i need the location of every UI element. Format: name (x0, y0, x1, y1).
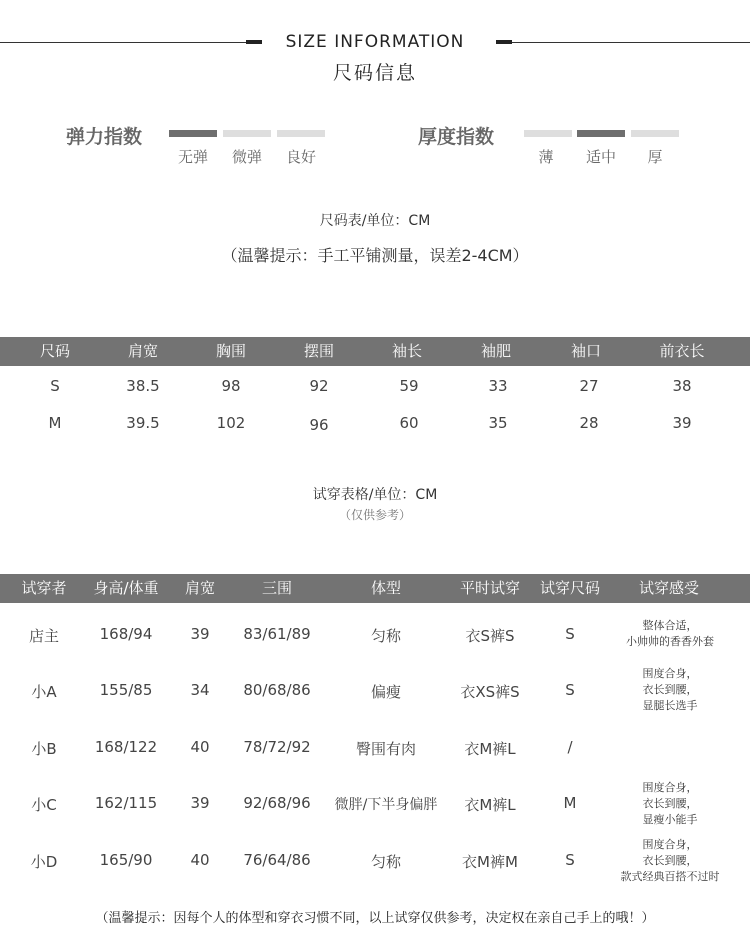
try-row-3-usual-size: 衣M裤L (464, 796, 516, 814)
size-row-s-front-length: 38 (672, 377, 692, 395)
size-row-s-hem: 92 (309, 377, 329, 395)
size-header-front-length: 前衣长 (659, 342, 705, 360)
try-row-2-usual-size: 衣M裤L (464, 740, 516, 758)
try-header-feeling: 试穿感受 (638, 579, 699, 597)
size-header-shoulder: 肩宽 (127, 342, 158, 360)
try-header-shoulder: 肩宽 (184, 579, 215, 597)
elasticity-option-0: 无弹 (177, 148, 208, 166)
try-row-0-feeling-line: 小帅帅的香香外套 (626, 635, 714, 648)
try-header-try-size: 试穿尺码 (539, 579, 600, 597)
size-row-s-shoulder: 38.5 (126, 377, 160, 395)
try-row-1-shoulder: 34 (190, 681, 210, 699)
try-row-4-feeling-line: 款式经典百搭不过时 (620, 870, 720, 883)
try-row-1-usual-size: 衣XS裤S (460, 683, 520, 701)
size-row-m-size: M (48, 414, 62, 432)
try-row-3-try-size: M (563, 794, 577, 812)
try-row-3-feeling-line: 显瘦小能手 (642, 813, 698, 826)
try-row-1-feeling-line: 衣长到腰， (642, 683, 698, 696)
elasticity-option-1: 微弹 (231, 148, 262, 166)
try-row-4-feeling-line: 衣长到腰， (642, 854, 698, 867)
size-row-s-sleeve-width: 33 (488, 377, 508, 395)
size-header-sleeve-width: 袖肥 (480, 342, 511, 360)
elasticity-segment-1 (223, 130, 271, 137)
try-row-2-try-size: / (567, 738, 573, 756)
try-row-2-tester: 小B (31, 740, 57, 758)
elasticity-label: 弹力指数 (66, 126, 143, 148)
try-header-usual-size: 平时试穿 (459, 579, 520, 597)
size-table-header (0, 337, 750, 366)
try-row-2-measurements: 78/72/92 (243, 738, 311, 756)
thickness-option-1: 适中 (585, 148, 616, 166)
title-english: SIZE INFORMATION (285, 32, 465, 52)
size-row-m-sleeve-width: 35 (488, 414, 508, 432)
size-row-s-size: S (50, 377, 60, 395)
try-table-header (0, 574, 750, 603)
size-header-sleeve-length: 袖长 (391, 342, 422, 360)
size-unit-note: 尺码表/单位：CM (319, 213, 431, 229)
try-row-3-body-type: 微胖/下半身偏胖 (334, 797, 438, 813)
try-reference-note: （仅供参考） (338, 508, 411, 522)
size-row-m-shoulder: 39.5 (126, 414, 160, 432)
size-row-m-sleeve-length: 60 (399, 414, 419, 432)
size-row-m-front-length: 39 (672, 414, 692, 432)
try-row-1-feeling-line: 显腿长选手 (642, 699, 698, 712)
try-row-2-height-weight: 168/122 (94, 738, 158, 756)
thickness-label: 厚度指数 (418, 126, 495, 148)
try-header-measurements: 三围 (261, 579, 292, 597)
try-row-4-try-size: S (565, 851, 575, 869)
try-row-1-tester: 小A (31, 683, 57, 701)
size-header-size: 尺码 (39, 342, 70, 360)
size-row-m-chest: 102 (216, 414, 246, 432)
try-row-4-tester: 小D (30, 853, 58, 871)
size-measure-tip: （温馨提示：手工平铺测量，误差2-4CM） (221, 246, 529, 265)
try-row-3-tester: 小C (31, 796, 57, 814)
thickness-segment-0 (524, 130, 572, 137)
try-row-0-try-size: S (565, 625, 575, 643)
try-unit-note: 试穿表格/单位：CM (312, 487, 438, 503)
thickness-option-0: 薄 (538, 148, 554, 166)
try-header-body-type: 体型 (370, 579, 401, 597)
try-row-3-measurements: 92/68/96 (243, 794, 311, 812)
size-row-s-sleeve-length: 59 (399, 377, 419, 395)
try-row-3-feeling-line: 围度合身， (642, 781, 698, 794)
try-row-0-feeling (600, 618, 740, 650)
try-row-0-body-type: 匀称 (370, 627, 401, 645)
try-row-4-feeling-line: 围度合身， (642, 838, 698, 851)
try-header-tester: 试穿者 (21, 579, 67, 597)
try-row-4-shoulder: 40 (190, 851, 210, 869)
try-row-2-body-type: 臀围有肉 (355, 740, 416, 758)
title-chinese: 尺码信息 (332, 62, 417, 84)
try-row-4-body-type: 匀称 (370, 853, 401, 871)
try-row-1-body-type: 偏瘦 (370, 683, 401, 701)
try-row-3-feeling (600, 780, 740, 828)
try-row-3-shoulder: 39 (190, 794, 210, 812)
thickness-segment-1 (577, 130, 625, 137)
try-row-4-height-weight: 165/90 (99, 851, 153, 869)
try-row-2-shoulder: 40 (190, 738, 210, 756)
try-row-3-feeling-line: 衣长到腰， (642, 797, 698, 810)
try-row-1-height-weight: 155/85 (99, 681, 153, 699)
elasticity-segment-2 (277, 130, 325, 137)
thickness-option-2: 厚 (647, 148, 663, 166)
try-row-4-measurements: 76/64/86 (243, 851, 311, 869)
try-row-1-try-size: S (565, 681, 575, 699)
elasticity-segment-0 (169, 130, 217, 137)
footer-tip: （温馨提示：因每个人的体型和穿衣习惯不同，以上试穿仅供参考，决定权在亲自己手上的哦！） (95, 911, 655, 926)
try-row-0-shoulder: 39 (190, 625, 210, 643)
size-row-s-cuff: 27 (579, 377, 599, 395)
try-row-0-measurements: 83/61/89 (243, 625, 311, 643)
try-row-1-feeling-line: 围度合身， (642, 667, 698, 680)
try-row-0-feeling-line: 整体合适， (642, 619, 698, 632)
try-row-0-tester: 店主 (28, 627, 59, 645)
size-row-m-cuff: 28 (579, 414, 599, 432)
size-header-cuff: 袖口 (570, 342, 601, 360)
size-header-chest: 胸围 (215, 342, 246, 360)
try-row-1-feeling (600, 666, 740, 714)
try-row-1-measurements: 80/68/86 (243, 681, 311, 699)
elasticity-option-2: 良好 (285, 148, 316, 166)
size-row-m-hem: 96 (309, 416, 329, 434)
try-row-4-feeling (600, 837, 740, 885)
try-row-0-usual-size: 衣S裤S (465, 627, 515, 645)
try-row-0-height-weight: 168/94 (99, 625, 153, 643)
try-row-4-usual-size: 衣M裤M (462, 853, 518, 871)
thickness-segment-2 (631, 130, 679, 137)
try-row-3-height-weight: 162/115 (94, 794, 158, 812)
size-row-s-chest: 98 (221, 377, 241, 395)
try-header-height-weight: 身高/体重 (93, 579, 159, 597)
size-header-hem: 摆围 (303, 342, 334, 360)
